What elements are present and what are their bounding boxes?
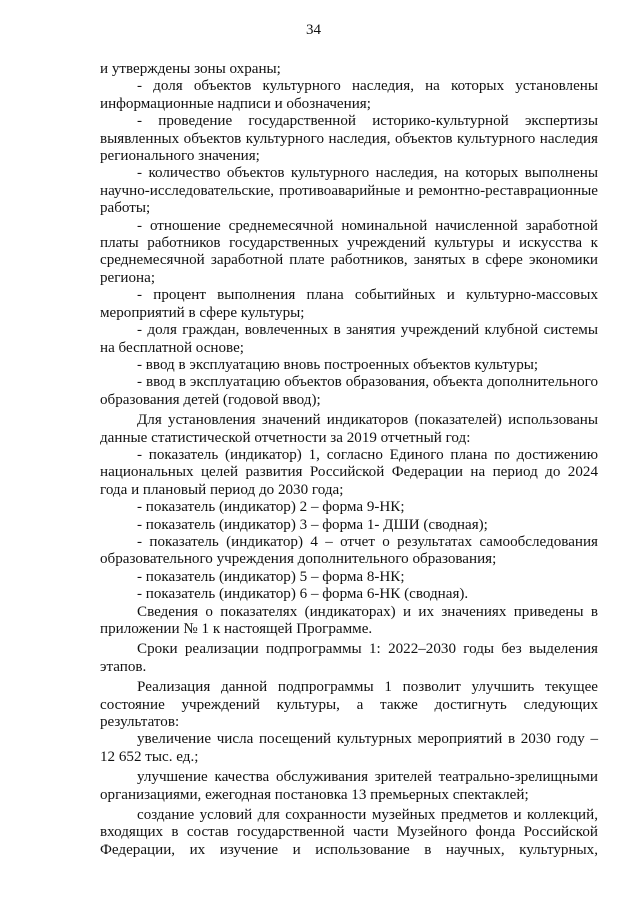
list-item: - количество объектов культурного наследия, на которых выполнены научно-исследовательские, противоаварийные и ремонтно-реставрационные работы; bbox=[100, 165, 598, 217]
list-item: - показатель (индикатор) 1, согласно Единого плана по достижению национальных целей развития Российской Федерации на период до 2024 года и плановый период до 2030 года; bbox=[100, 446, 598, 498]
paragraph: Для установления значений индикаторов (показателей) использованы данные статистической отчетности за 2019 отчетный год: bbox=[100, 412, 598, 446]
list-item: создание условий для сохранности музейных предметов и коллекций, входящих в состав государственной части Музейного фонда Российской Федерации, их изучение и использование в научных, культурных, bbox=[100, 807, 598, 858]
paragraph: и утверждены зоны охраны; bbox=[100, 61, 281, 77]
list-item: - ввод в эксплуатацию вновь построенных объектов культуры; bbox=[137, 356, 539, 373]
list-item: - показатель (индикатор) 2 – форма 9-НК; bbox=[137, 499, 405, 516]
list-item: - показатель (индикатор) 6 – форма 6-НК (сводная). bbox=[137, 586, 469, 603]
list-item: - проведение государственной историко-культурной экспертизы выявленных объектов культурного наследия, объектов культурного наследия регионального значения; bbox=[100, 113, 598, 165]
list-item: - показатель (индикатор) 5 – форма 8-НК; bbox=[137, 568, 405, 585]
list-item: - ввод в эксплуатацию объектов образования, объекта дополнительного образования детей (годовой ввод); bbox=[100, 374, 598, 408]
list-item: - доля граждан, вовлеченных в занятия учреждений клубной системы на бесплатной основе; bbox=[100, 322, 598, 356]
list-item: - процент выполнения плана событийных и культурно-массовых мероприятий в сфере культуры; bbox=[100, 287, 598, 321]
list-item: - доля объектов культурного наследия, на которых установлены информационные надписи и обозначения; bbox=[100, 78, 598, 112]
paragraph: Реализация данной подпрограммы 1 позволит улучшить текущее состояние учреждений культуры, а также достигнуть следующих результатов: bbox=[100, 679, 598, 731]
document-body bbox=[100, 61, 598, 859]
paragraph: Сроки реализации подпрограммы 1: 2022–2030 годы без выделения этапов. bbox=[100, 641, 598, 675]
list-item: улучшение качества обслуживания зрителей театрально-зрелищными организациями, ежегодная постановка 13 премьерных спектаклей; bbox=[100, 769, 598, 803]
paragraph: Сведения о показателях (индикаторах) и их значениях приведены в приложении № 1 к настоящей Программе. bbox=[100, 603, 598, 637]
list-item: увеличение числа посещений культурных мероприятий в 2030 году – 12 652 тыс. ед.; bbox=[100, 731, 598, 765]
list-item: - показатель (индикатор) 4 – отчет о результатах самообследования образовательного учреждения дополнительного образования; bbox=[100, 533, 598, 568]
list-item: - отношение среднемесячной номинальной начисленной заработной платы работников государственных учреждений культуры и искусства к среднемесячной заработной плате работников, занятых в сфере экономики региона; bbox=[100, 217, 598, 286]
list-item: - показатель (индикатор) 3 – форма 1- ДШИ (сводная); bbox=[137, 516, 488, 533]
page-number: 34 bbox=[306, 22, 321, 38]
